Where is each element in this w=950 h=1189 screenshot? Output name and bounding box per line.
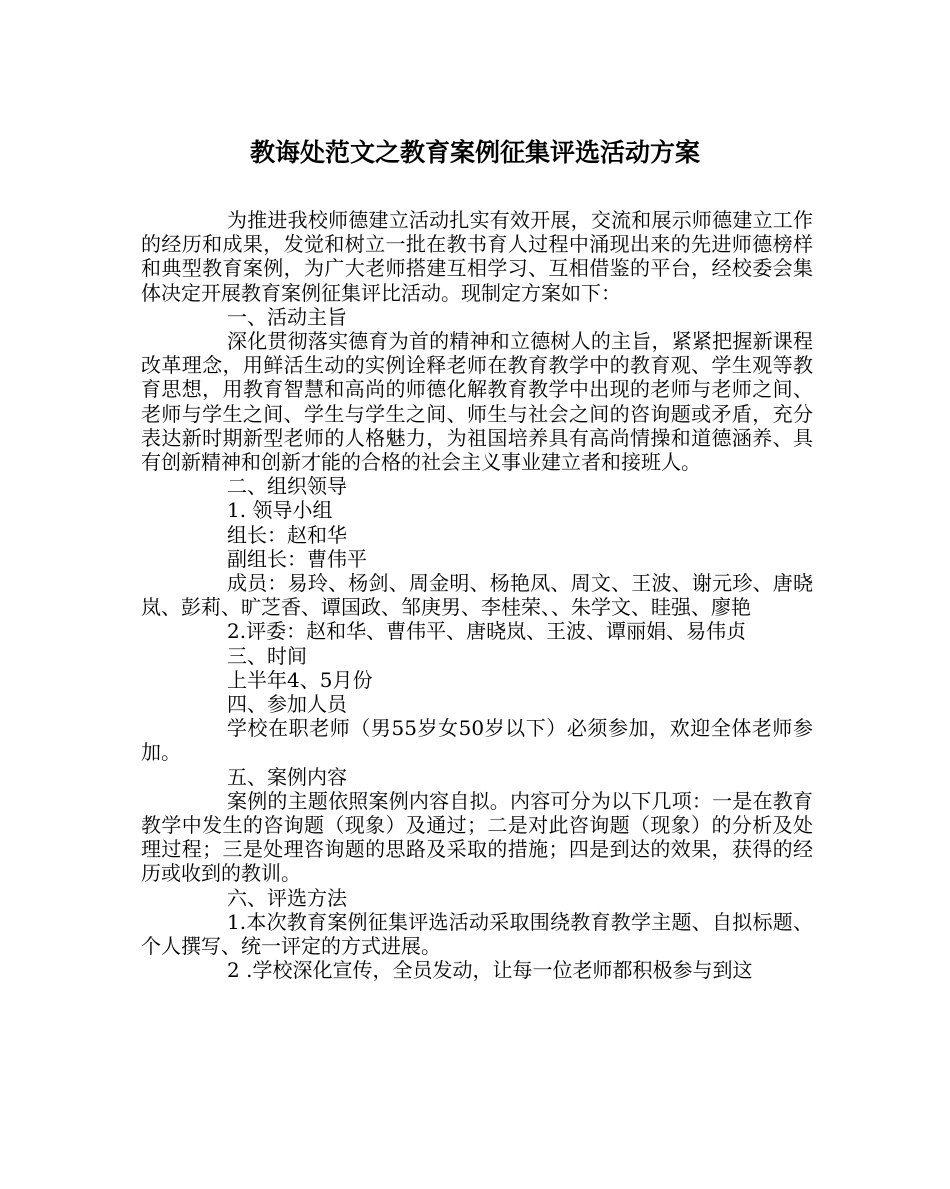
document-title: 教诲处范文之教育案例征集评选活动方案 [249,138,700,167]
paragraph-judges: 2.评委：赵和华、曹伟平、唐晓岚、王波、谭丽娟、易伟贞 [227,619,747,644]
paragraph-time: 上半年4、5月份 [227,667,373,692]
subheading-leadership-group: 1. 领导小组 [227,498,333,523]
heading-organization: 二、组织领导 [227,474,347,499]
paragraph-members: 成员：易玲、杨剑、周金明、杨艳凤、周文、王波、谢元珍、唐晓岚、彭莉、旷芝香、谭国政、邹庚男、李桂荣、、朱学文、眭强、廖艳 [141,571,813,620]
paragraph-purpose: 深化贯彻落实德育为首的精神和立德树人的主旨，紧紧把握新课程改革理念，用鲜活生动的实例诠释老师在教育教学中的教育观、学生观等教育思想，用教育智慧和高尚的师德化解教育教学中出现的老师与老师之间、老师与学生之间、学生与学生之间、师生与社会之间的咨询题或矛盾，充分表达新时期新型老师的人格魅力，为祖国培养具有高尚情操和道德涵养、具有创新精神和创新才能的合格的社会主义事业建立者和接班人。 [141,329,813,475]
paragraph-intro: 为推进我校师德建立活动扎实有效开展，交流和展示师德建立工作的经历和成果，发觉和树立一批在教书育人过程中涌现出来的先进师德榜样和典型教育案例，为广大老师搭建互相学习、互相借鉴的平台，经校委会集体决定开展教育案例征集评比活动。现制定方案如下： [141,208,813,305]
paragraph-case-content: 案例的主题依照案例内容自拟。内容可分为以下几项：一是在教育教学中发生的咨询题（现象）及通过；二是对此咨询题（现象）的分析及处理过程；三是处理咨询题的思路及采取的措施；四是到达的效果，获得的经历或收到的教训。 [141,788,813,886]
heading-time: 三、时间 [227,643,307,668]
heading-case-content: 五、案例内容 [227,764,347,789]
paragraph-group-leader: 组长：赵和华 [227,522,347,547]
paragraph-participants: 学校在职老师（男55岁女50岁以下）必须参加，欢迎全体老师参加。 [141,716,813,765]
paragraph-method-1: 1.本次教育案例征集评选活动采取围绕教育教学主题、自拟标题、个人撰写、统一评定的方式进展。 [141,909,813,959]
paragraph-method-2: 2 .学校深化宣传，全员发动，让每一位老师都积极参与到这 [227,958,753,983]
paragraph-deputy-leader: 副组长：曹伟平 [227,546,367,571]
heading-selection-method: 六、评选方法 [227,885,347,910]
document-body [141,208,813,983]
heading-participants: 四、参加人员 [227,692,347,717]
heading-purpose: 一、活动主旨 [227,304,347,329]
